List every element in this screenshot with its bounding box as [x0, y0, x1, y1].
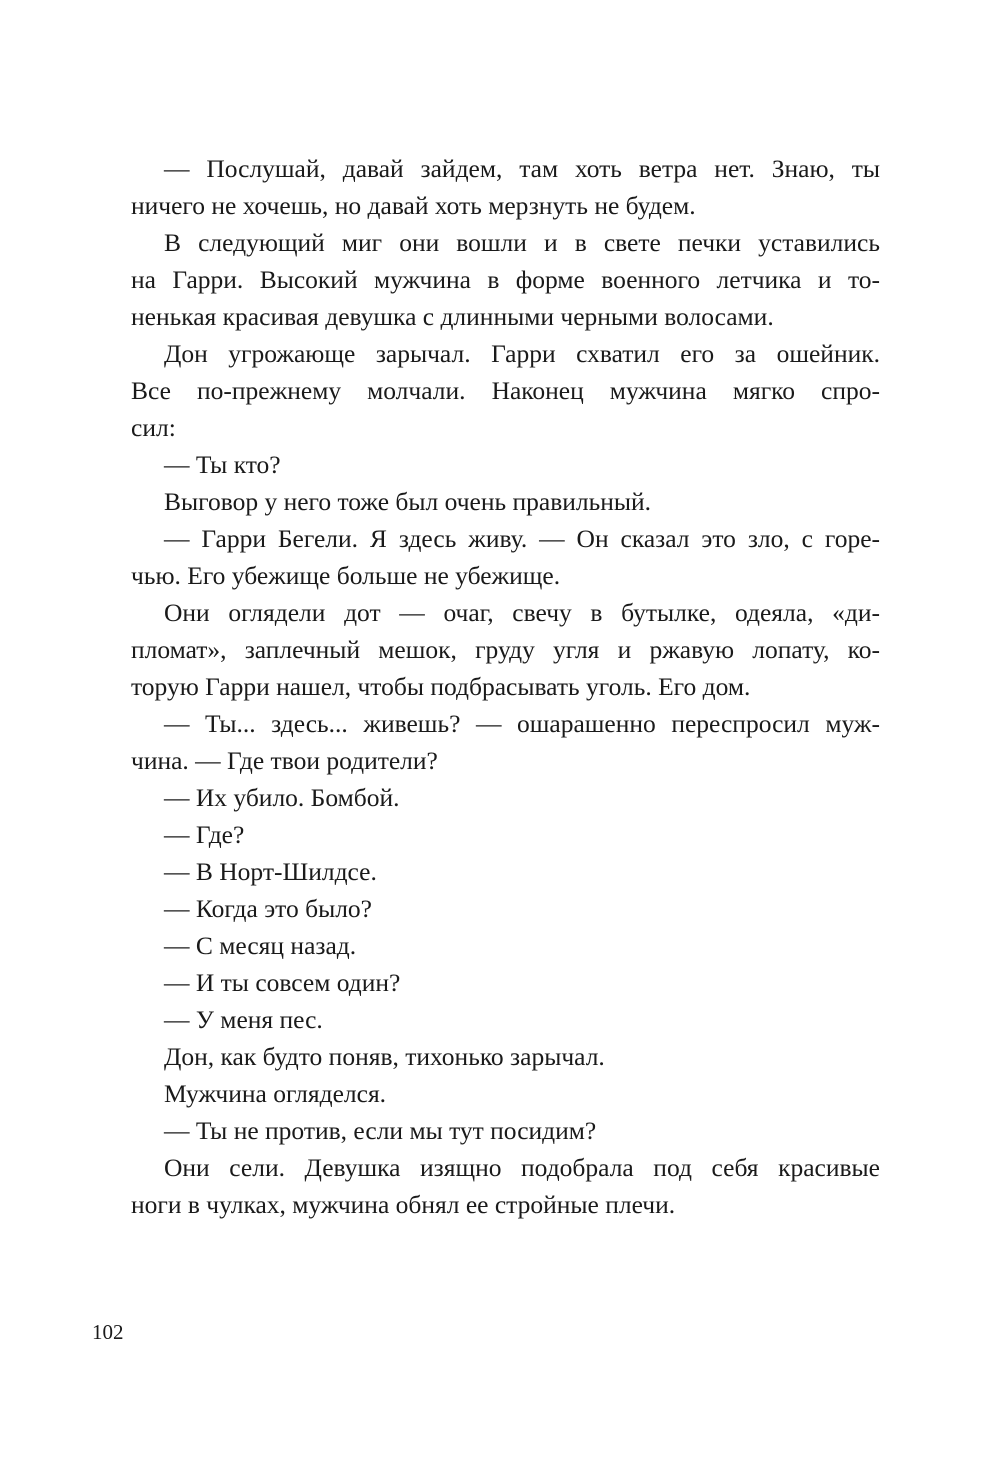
- text-line: ничего не хочешь, но давай хоть мерзнуть не будем.: [131, 191, 696, 220]
- text-line: — В Норт-Шилдсе.: [164, 857, 377, 886]
- text-line: В следующий миг они вошли и в свете печки уставились: [164, 228, 880, 257]
- text-line: — И ты совсем один?: [164, 968, 401, 997]
- text-line: — Где?: [164, 820, 245, 849]
- text-line: торую Гарри нашел, чтобы подбрасывать уголь. Его дом.: [131, 672, 751, 701]
- text-line: Дон, как будто поняв, тихонько зарычал.: [164, 1042, 605, 1071]
- text-line: — Ты не против, если мы тут посидим?: [164, 1116, 597, 1145]
- text-line: чина. — Где твои родители?: [131, 746, 438, 775]
- text-line: — Ты кто?: [164, 450, 281, 479]
- text-line: Они оглядели дот — очаг, свечу в бутылке, одеяла, «ди-: [164, 598, 880, 627]
- text-line: Они сели. Девушка изящно подобрала под себя красивые: [164, 1153, 880, 1182]
- text-line: Выговор у него тоже был очень правильный.: [164, 487, 652, 516]
- text-line: Мужчина огляделся.: [164, 1079, 387, 1108]
- text-line: — Гарри Бегели. Я здесь живу. — Он сказал это зло, с горе-: [164, 524, 880, 553]
- body-text: [131, 150, 880, 1223]
- text-line: Все по-прежнему молчали. Наконец мужчина мягко спро-: [131, 376, 880, 405]
- text-line: чью. Его убежище больше не убежище.: [131, 561, 561, 590]
- text-line: — Ты... здесь... живешь? — ошарашенно переспросил муж-: [164, 709, 880, 738]
- text-line: — У меня пес.: [164, 1005, 323, 1034]
- text-line: Дон угрожающе зарычал. Гарри схватил его за ошейник.: [164, 339, 880, 368]
- text-line: — Когда это было?: [164, 894, 372, 923]
- text-line: — Их убило. Бомбой.: [164, 783, 400, 812]
- text-line: — С месяц назад.: [164, 931, 357, 960]
- text-line: ноги в чулках, мужчина обнял ее стройные плечи.: [131, 1190, 676, 1219]
- text-line: ненькая красивая девушка с длинными черными волосами.: [131, 302, 774, 331]
- text-line: на Гарри. Высокий мужчина в форме военного летчика и то-: [131, 265, 880, 294]
- text-line: пломат», заплечный мешок, груду угля и ржавую лопату, ко-: [131, 635, 880, 664]
- page-number: 102: [92, 1320, 124, 1344]
- text-line: — Послушай, давай зайдем, там хоть ветра нет. Знаю, ты: [164, 154, 880, 183]
- text-line: сил:: [131, 413, 176, 442]
